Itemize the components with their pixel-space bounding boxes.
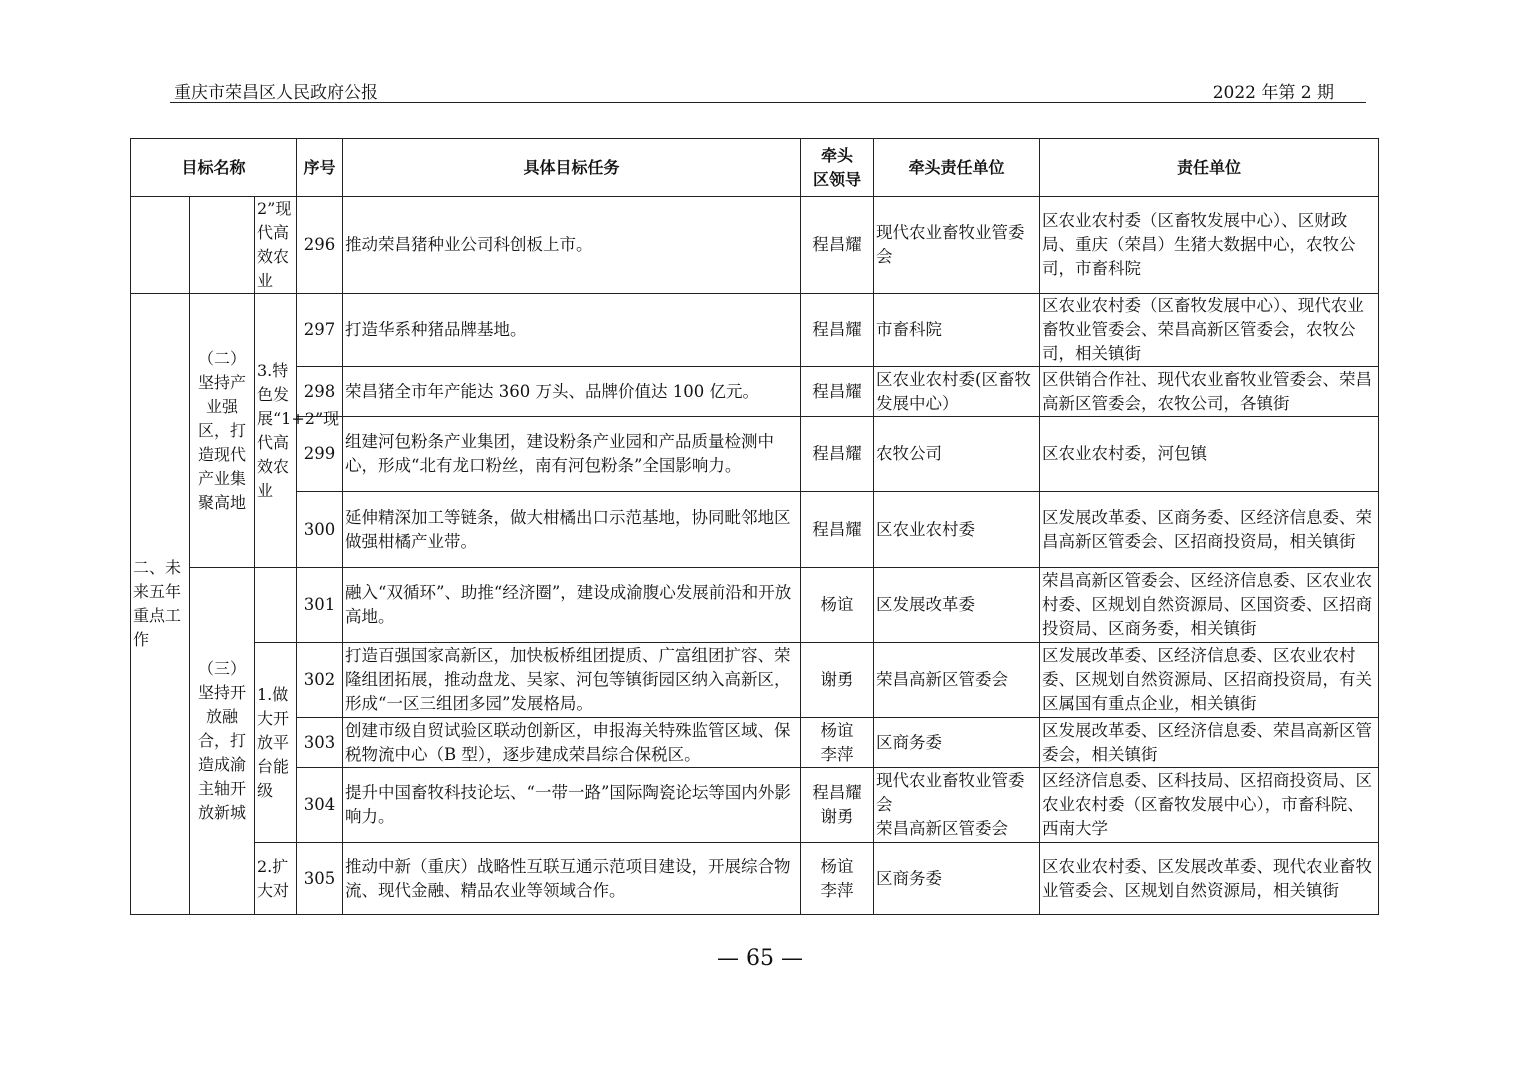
table-row bbox=[131, 492, 1379, 568]
cell-empty bbox=[255, 568, 297, 643]
category-label: 二、未来五年重点工作 bbox=[131, 294, 190, 915]
cell-lead-unit: 荣昌高新区管委会 bbox=[874, 643, 1040, 718]
cell-seq: 303 bbox=[297, 718, 343, 768]
cell-units: 区农业农村委，河包镇 bbox=[1040, 417, 1379, 492]
header-rule bbox=[170, 102, 1366, 103]
item-label: 2.扩大对 bbox=[255, 843, 297, 915]
cell-lead-unit: 现代农业畜牧业管委会 bbox=[874, 197, 1040, 294]
cell-seq: 297 bbox=[297, 294, 343, 367]
cell-lead-unit: 市畜科院 bbox=[874, 294, 1040, 367]
cell-seq: 300 bbox=[297, 492, 343, 568]
cell-task: 延伸精深加工等链条，做大柑橘出口示范基地，协同毗邻地区做强柑橘产业带。 bbox=[343, 492, 801, 568]
cell-seq: 305 bbox=[297, 843, 343, 915]
header-leader-line1: 牵头 bbox=[821, 145, 854, 165]
subgoal-label: （二）坚持产业强区，打造现代产业集聚高地 bbox=[190, 294, 255, 568]
cell-units: 区供销合作社、现代农业畜牧业管委会、荣昌高新区管委会，农牧公司，各镇街 bbox=[1040, 367, 1379, 417]
cell-task: 打造百强国家高新区，加快板桥组团提质、广富组团扩容、荣隆组团拓展，推动盘龙、吴家、河包等镇街园区纳入高新区，形成“一区三组团多园”发展格局。 bbox=[343, 643, 801, 718]
cell-task: 融入“双循环”、助推“经济圈”，建设成渝腹心发展前沿和开放高地。 bbox=[343, 568, 801, 643]
cell-units: 区发展改革委、区商务委、区经济信息委、荣昌高新区管委会、区招商投资局，相关镇街 bbox=[1040, 492, 1379, 568]
cell-lead-unit: 区商务委 bbox=[874, 718, 1040, 768]
table-row bbox=[131, 768, 1379, 843]
cell-seq: 302 bbox=[297, 643, 343, 718]
cell-leader: 杨谊 李萍 bbox=[801, 718, 874, 768]
issue-number: 2022 年第 2 期 bbox=[1212, 83, 1334, 103]
cell-leader: 程昌耀 bbox=[801, 417, 874, 492]
cell-seq: 296 bbox=[297, 197, 343, 294]
cell-task: 创建市级自贸试验区联动创新区，申报海关特殊监管区域、保税物流中心（B 型），逐步建成荣昌综合保税区。 bbox=[343, 718, 801, 768]
task-table bbox=[130, 138, 1379, 915]
cell-leader: 谢勇 bbox=[801, 643, 874, 718]
table-row bbox=[131, 294, 1379, 367]
table-row bbox=[131, 568, 1379, 643]
header-lead-unit: 牵头责任单位 bbox=[874, 139, 1040, 197]
cell-lead-unit: 区商务委 bbox=[874, 843, 1040, 915]
cell-seq: 298 bbox=[297, 367, 343, 417]
header-units: 责任单位 bbox=[1040, 139, 1379, 197]
item-label: 1.做大开放平台能级 bbox=[255, 643, 297, 843]
cell-task: 荣昌猪全市年产能达 360 万头、品牌价值达 100 亿元。 bbox=[343, 367, 801, 417]
cell-seq: 299 bbox=[297, 417, 343, 492]
header-goal: 目标名称 bbox=[131, 139, 297, 197]
item-label: 2”现代高效农业 bbox=[255, 197, 297, 294]
cell-lead-unit: 区发展改革委 bbox=[874, 568, 1040, 643]
cell-units: 区农业农村委（区畜牧发展中心）、现代农业畜牧业管委会、荣昌高新区管委会，农牧公司，相关镇街 bbox=[1040, 294, 1379, 367]
cell-units: 区农业农村委、区发展改革委、现代农业畜牧业管委会、区规划自然资源局，相关镇街 bbox=[1040, 843, 1379, 915]
table-header-row bbox=[131, 139, 1379, 197]
cell-seq: 304 bbox=[297, 768, 343, 843]
cell-lead-unit: 现代农业畜牧业管委会 荣昌高新区管委会 bbox=[874, 768, 1040, 843]
cell-task: 打造华系种猪品牌基地。 bbox=[343, 294, 801, 367]
cell-leader: 程昌耀 bbox=[801, 492, 874, 568]
cell-task: 推动中新（重庆）战略性互联互通示范项目建设，开展综合物流、现代金融、精品农业等领域合作。 bbox=[343, 843, 801, 915]
table-row bbox=[131, 643, 1379, 718]
subgoal-label: （三）坚持开放融合，打造成渝主轴开放新城 bbox=[190, 568, 255, 915]
cell-leader: 杨谊 李萍 bbox=[801, 843, 874, 915]
table-row bbox=[131, 197, 1379, 294]
cell-seq: 301 bbox=[297, 568, 343, 643]
cell-units: 区农业农村委（区畜牧发展中心）、区财政局、重庆（荣昌）生猪大数据中心，农牧公司，市畜科院 bbox=[1040, 197, 1379, 294]
cell-empty bbox=[190, 197, 255, 294]
cell-leader: 程昌耀 bbox=[801, 197, 874, 294]
item-label: 3.特色发展“1+2”现代高效农业 bbox=[255, 294, 297, 568]
cell-task: 推动荣昌猪种业公司科创板上市。 bbox=[343, 197, 801, 294]
cell-leader: 杨谊 bbox=[801, 568, 874, 643]
cell-empty bbox=[131, 197, 190, 294]
cell-units: 区发展改革委、区经济信息委、荣昌高新区管委会，相关镇街 bbox=[1040, 718, 1379, 768]
cell-leader: 程昌耀 bbox=[801, 294, 874, 367]
cell-lead-unit: 区农业农村委(区畜牧发展中心） bbox=[874, 367, 1040, 417]
header-seq: 序号 bbox=[297, 139, 343, 197]
page-number: — 65 — bbox=[717, 946, 803, 971]
cell-leader: 程昌耀 bbox=[801, 367, 874, 417]
cell-task: 提升中国畜牧科技论坛、“一带一路”国际陶瓷论坛等国内外影响力。 bbox=[343, 768, 801, 843]
cell-lead-unit: 农牧公司 bbox=[874, 417, 1040, 492]
cell-units: 区发展改革委、区经济信息委、区农业农村委、区规划自然资源局、区招商投资局，有关区属国有重点企业，相关镇街 bbox=[1040, 643, 1379, 718]
header-task: 具体目标任务 bbox=[343, 139, 801, 197]
cell-leader: 程昌耀 谢勇 bbox=[801, 768, 874, 843]
cell-units: 区经济信息委、区科技局、区招商投资局、区农业农村委（区畜牧发展中心），市畜科院、西南大学 bbox=[1040, 768, 1379, 843]
table-row bbox=[131, 843, 1379, 915]
table-row bbox=[131, 718, 1379, 768]
cell-lead-unit: 区农业农村委 bbox=[874, 492, 1040, 568]
cell-units: 荣昌高新区管委会、区经济信息委、区农业农村委、区规划自然资源局、区国资委、区招商投资局、区商务委，相关镇街 bbox=[1040, 568, 1379, 643]
bulletin-title: 重庆市荣昌区人民政府公报 bbox=[174, 83, 378, 103]
header-leader-line2: 区领导 bbox=[813, 169, 862, 189]
header-leader bbox=[801, 139, 874, 197]
cell-task: 组建河包粉条产业集团，建设粉条产业园和产品质量检测中心，形成“北有龙口粉丝，南有河包粉条”全国影响力。 bbox=[343, 417, 801, 492]
